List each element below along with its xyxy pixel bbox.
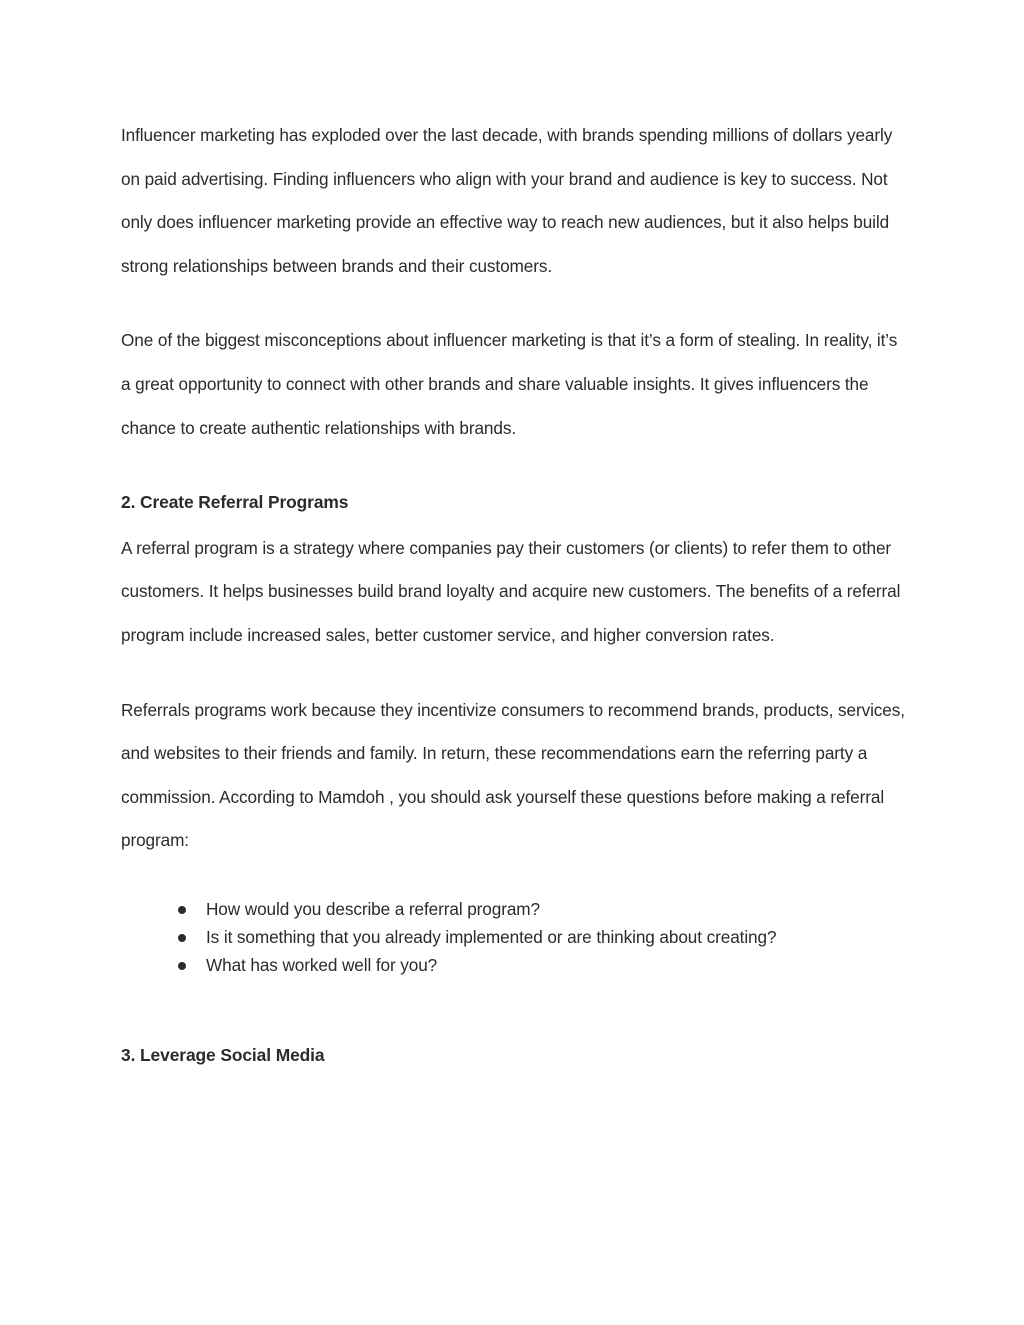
paragraph-influencer-intro: Influencer marketing has exploded over the last decade, with brands spending millions of dollars yearly on paid advertising. Finding influencers who align with your brand and audience is key to success. Not only does influencer marketing provide an effective way to reach new audiences, but it also helps build strong relationships between brands and their customers. <box>121 125 893 276</box>
bullet-icon <box>178 934 186 942</box>
list-gap <box>121 863 911 895</box>
bullet-icon <box>178 962 186 970</box>
document-body <box>121 114 911 1077</box>
bullet-icon <box>178 906 186 914</box>
paragraph-referral-why: Referrals programs work because they incentivize consumers to recommend brands, products, services, and websites to their friends and family. In return, these recommendations earn the referring party a commission. According to Mamdoh , you should ask yourself these questions before making a referral program: <box>121 699 905 851</box>
list-item-text: How would you describe a referral program? <box>206 898 540 919</box>
list-item <box>121 895 911 923</box>
question-list <box>121 895 911 980</box>
paragraph-gap <box>121 288 911 319</box>
paragraph-gap <box>121 450 911 481</box>
list-item-text: What has worked well for you? <box>206 955 438 976</box>
section-heading-referral-programs: 2. Create Referral Programs <box>121 492 349 513</box>
paragraph-gap <box>121 658 911 689</box>
paragraph-misconceptions: One of the biggest misconceptions about influencer marketing is that it’s a form of stealing. In reality, it’s a great opportunity to connect with other brands and share valuable insights. It gives influencers the chance to create authentic relationships with brands. <box>121 330 898 438</box>
list-item <box>121 951 911 979</box>
list-gap <box>121 980 911 1034</box>
list-item-text: Is it something that you already implemented or are thinking about creating? <box>206 927 777 948</box>
section-heading-social-media: 3. Leverage Social Media <box>121 1044 325 1065</box>
paragraph-referral-definition: A referral program is a strategy where companies pay their customers (or clients) to refer them to other customers. It helps businesses build brand loyalty and acquire new customers. The benefits of a referral program include increased sales, better customer service, and higher conversion rates. <box>121 537 901 645</box>
list-item <box>121 923 911 951</box>
